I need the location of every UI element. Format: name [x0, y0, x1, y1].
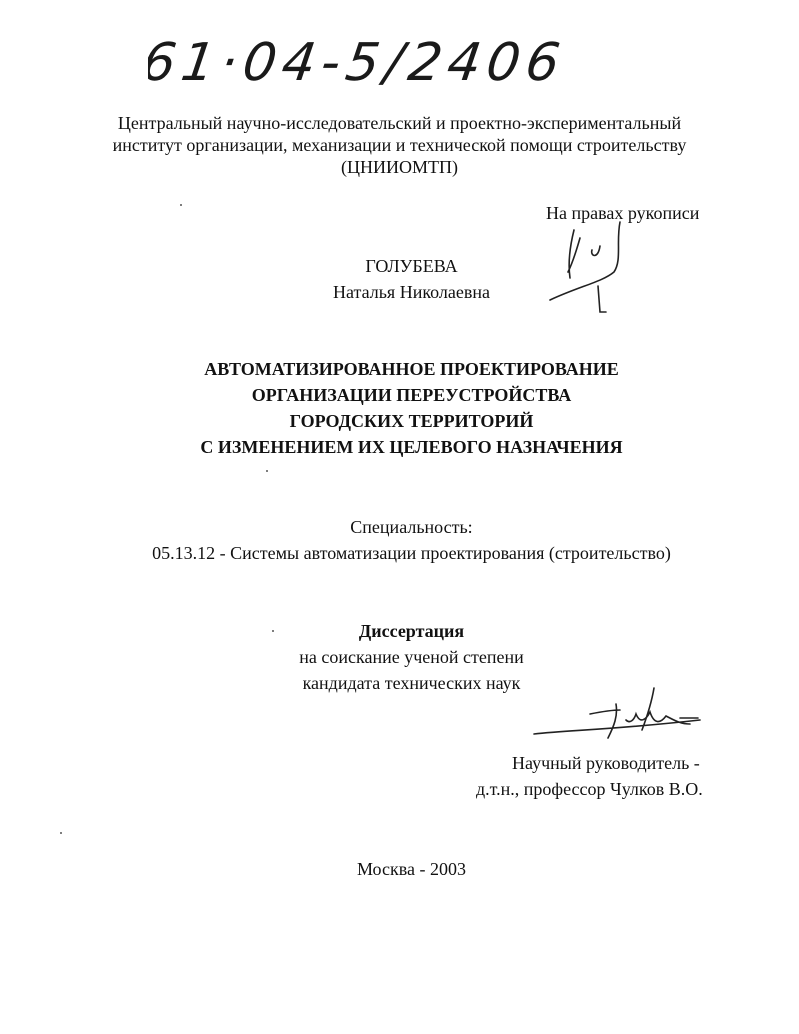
- specialty-value: 05.13.12 - Системы автоматизации проектирования (строительство): [152, 543, 671, 563]
- institute-line-2: институт организации, механизации и технической помощи строительству: [112, 135, 687, 155]
- scan-speck: [266, 470, 268, 472]
- dissertation-label: Диссертация: [358, 621, 465, 641]
- title-line-3: ГОРОДСКИХ ТЕРРИТОРИЙ: [289, 411, 534, 431]
- scan-speck: [180, 204, 182, 206]
- rights-note: На правах рукописи: [546, 203, 700, 223]
- supervisor-line-1: Научный руководитель -: [512, 753, 700, 773]
- institute-line-1: Центральный научно-исследовательский и проектно-экспериментальный: [117, 113, 682, 133]
- archive-number-text: 61·04-5/2406: [148, 33, 568, 93]
- title-line-4: С ИЗМЕНЕНИЕМ ИХ ЦЕЛЕВОГО НАЗНАЧЕНИЯ: [200, 437, 623, 457]
- dissertation-line-1: на соискание ученой степени: [299, 647, 524, 667]
- dissertation-line-2: кандидата технических наук: [302, 673, 521, 693]
- title-line-1: АВТОМАТИЗИРОВАННОЕ ПРОЕКТИРОВАНИЕ: [204, 359, 619, 379]
- supervisor-signature: [530, 680, 710, 750]
- author-name: Наталья Николаевна: [332, 282, 491, 302]
- place-year: Москва - 2003: [357, 859, 466, 879]
- specialty-label: Специальность:: [350, 517, 473, 537]
- institute-abbr: (ЦНИИОМТП): [341, 157, 458, 177]
- scan-speck: [272, 630, 274, 632]
- supervisor-line-2: д.т.н., профессор Чулков В.О.: [476, 779, 703, 799]
- archive-number: [148, 24, 568, 94]
- title-line-2: ОРГАНИЗАЦИИ ПЕРЕУСТРОЙСТВА: [251, 385, 572, 405]
- author-surname: ГОЛУБЕВА: [365, 256, 458, 276]
- scan-speck: [60, 832, 62, 834]
- archive-number-drawing: [148, 24, 568, 94]
